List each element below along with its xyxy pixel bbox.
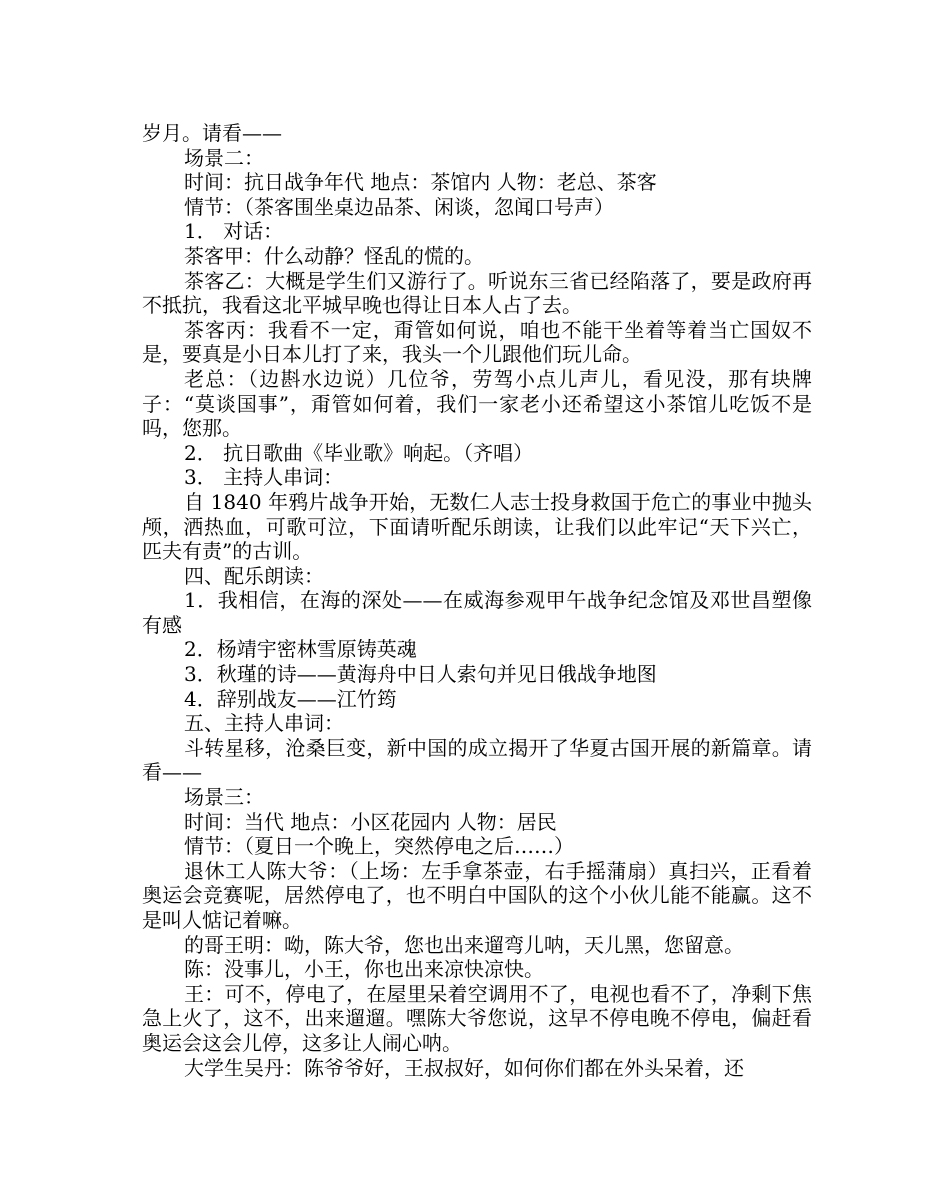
dialogue-line: 茶客乙：大概是学生们又游行了。听说东三省已经陷落了，要是政府再不抵抗，我看这北平城早晚也得让日本人占了去。 [142, 268, 812, 318]
scene-plot: 情节：（茶客围坐桌边品茶、闲谈，忽闻口号声） [184, 194, 614, 219]
dialogue-line: 陈：没事儿，小王，你也出来凉快凉快。 [184, 957, 544, 982]
dialogue-line: 王：可不，停电了，在屋里呆着空调用不了，电视也看不了，净剩下焦急上火了，这不，出来遛遛。嘿陈大爷您说，这早不停电晚不停电，偏赶看奥运会这会儿停，这多让人闹心呐。 [142, 981, 812, 1055]
list-item: 1．我相信，在海的深处——在威海参观甲午战争纪念馆及邓世昌塑像有感 [142, 588, 812, 637]
section-heading: 五、主持人串词： [184, 711, 344, 736]
paragraph: 自 1840 年鸦片战争开始，无数仁人志士投身救国于危亡的事业中抛头颅，洒热血，可歌可泣，下面请听配乐朗读，让我们以此牢记“天下兴亡，匹夫有责”的古训。 [142, 489, 812, 564]
list-item: 2． 抗日歌曲《毕业歌》响起。（齐唱） [184, 440, 534, 465]
list-item: 3． 主持人串词： [184, 465, 344, 490]
list-item: 3．秋瑾的诗——黄海舟中日人索句并见日俄战争地图 [184, 662, 657, 687]
dialogue-line: 退休工人陈大爷：（上场：左手拿茶壶，右手摇蒲扇）真扫兴，正看着奥运会竞赛呢，居然停电了，也不明白中国队的这个小伙儿能不能赢。这不是叫人惦记着嘛。 [142, 858, 812, 932]
list-item: 4．辞别战友——江竹筠 [184, 686, 397, 711]
scene-plot: 情节：（夏日一个晚上，突然停电之后……） [184, 834, 574, 859]
paragraph: 斗转星移，沧桑巨变，新中国的成立揭开了华夏古国开展的新篇章。请看—— [142, 735, 812, 785]
dialogue-line: 茶客丙：我看不一定，甭管如何说，咱也不能干坐着等着当亡国奴不是，要真是小日本儿打了来，我头一个儿跟他们玩儿命。 [142, 317, 812, 367]
dialogue-line: 的哥王明：呦，陈大爷，您也出来遛弯儿呐，天儿黑，您留意。 [184, 932, 744, 957]
list-item: 2．杨靖宇密林雪原铸英魂 [184, 637, 417, 662]
section-heading: 四、配乐朗读： [184, 563, 324, 588]
dialogue-line: 大学生吴丹：陈爷爷好，王叔叔好，如何你们都在外头呆着，还 [184, 1055, 744, 1080]
paragraph: 岁月。请看—— [142, 121, 282, 145]
document-body [142, 121, 812, 1080]
dialogue-line: 老总：（边斟水边说）几位爷，劳驾小点儿声儿，看见没，那有块牌子：“莫谈国事”，甭管如何着，我们一家老小还希望这小茶馆儿吃饭不是吗，您那。 [142, 366, 812, 441]
scene-heading: 场景三： [184, 785, 264, 810]
scene-setting: 时间：抗日战争年代 地点：茶馆内 人物：老总、茶客 [184, 170, 657, 195]
scene-heading: 场景二： [184, 145, 264, 170]
scene-setting: 时间：当代 地点：小区花园内 人物：居民 [184, 809, 557, 834]
list-item: 1． 对话： [184, 219, 284, 244]
dialogue-line: 茶客甲：什么动静？怪乱的慌的。 [184, 243, 484, 268]
